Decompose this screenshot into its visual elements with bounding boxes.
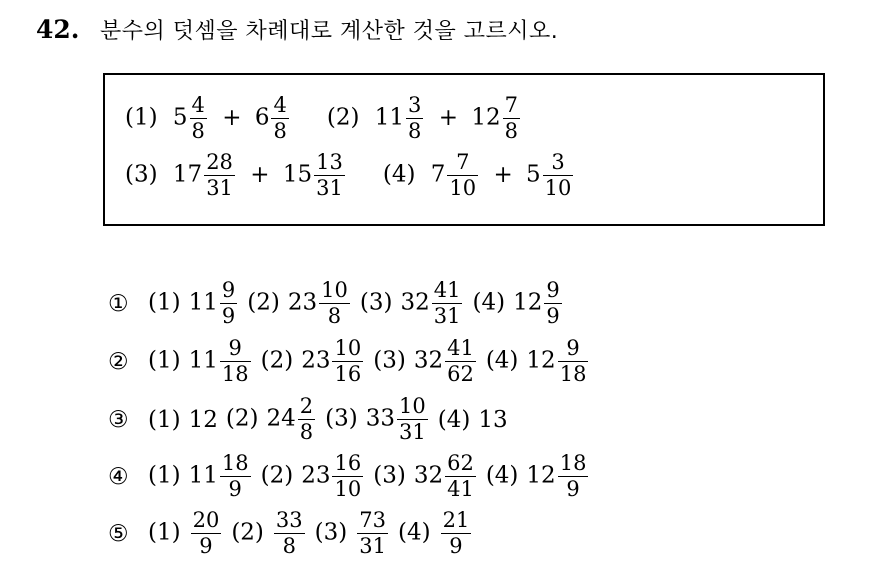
choice-answer <box>398 510 473 557</box>
fraction <box>319 280 350 327</box>
denominator: 62 <box>447 362 474 387</box>
answer-label: (4) <box>485 462 519 489</box>
numerator: 3 <box>408 93 422 117</box>
denominator: 9 <box>566 477 580 502</box>
fraction <box>204 152 235 199</box>
choice-answer <box>438 407 508 433</box>
numerator: 9 <box>221 278 236 302</box>
denominator: 10 <box>544 176 572 201</box>
choice-answer <box>261 338 366 385</box>
numerator: 9 <box>228 336 242 360</box>
choice-answer <box>247 280 352 327</box>
numerator: 9 <box>566 336 580 360</box>
fraction <box>406 95 423 142</box>
numerator: 20 <box>192 508 220 532</box>
denominator: 18 <box>221 362 249 387</box>
choice-answer <box>360 280 465 327</box>
choice-1[interactable] <box>108 280 572 327</box>
plus-operator: + <box>250 161 270 188</box>
denominator: 31 <box>206 176 233 201</box>
fraction <box>274 510 305 557</box>
numerator: 18 <box>221 451 249 475</box>
problem-label: (1) <box>125 104 158 131</box>
numerator: 7 <box>504 93 518 117</box>
numerator: 2 <box>299 394 314 418</box>
answer-label: (2) <box>260 462 294 489</box>
fraction <box>332 338 363 385</box>
answer-label: (2) <box>231 519 264 546</box>
fraction <box>441 510 472 557</box>
whole-number: 5 <box>172 104 188 131</box>
choice-marker: ① <box>108 290 129 317</box>
answer-label: (4) <box>485 347 519 374</box>
problem-4 <box>383 152 576 199</box>
plus-operator: + <box>438 104 458 131</box>
fraction <box>220 338 251 385</box>
whole-number: 12 <box>526 347 556 374</box>
answer-label: (2) <box>225 405 259 432</box>
denominator: 8 <box>282 534 296 559</box>
choice-5[interactable] <box>108 510 481 557</box>
choice-answer <box>148 510 223 557</box>
fraction <box>220 280 237 327</box>
denominator: 9 <box>228 477 242 502</box>
answer-label: (3) <box>373 347 406 374</box>
numerator: 21 <box>442 508 470 532</box>
numerator: 3 <box>551 150 565 174</box>
denominator: 31 <box>433 304 461 329</box>
choice-answer <box>486 453 591 500</box>
choice-answer <box>315 510 390 557</box>
answer-label: (1) <box>148 289 181 316</box>
question-text: 분수의 덧셈을 차례대로 계산한 것을 고르시오. <box>100 19 559 44</box>
denominator: 9 <box>199 534 213 559</box>
numerator: 28 <box>206 150 233 174</box>
choice-answer <box>148 338 253 385</box>
fraction <box>298 396 315 443</box>
problem-label: (4) <box>382 161 416 188</box>
problem-box <box>103 73 825 226</box>
answer-label: (3) <box>325 405 358 432</box>
whole-number: 11 <box>188 462 218 489</box>
numerator: 10 <box>321 278 348 302</box>
whole-number: 33 <box>365 405 395 432</box>
answer-label: (4) <box>437 406 471 433</box>
numerator: 62 <box>447 451 474 475</box>
choice-answer <box>226 396 317 443</box>
denominator: 31 <box>359 534 386 559</box>
denominator: 9 <box>449 534 463 559</box>
whole-number: 11 <box>374 104 405 131</box>
whole-number: 32 <box>413 347 444 374</box>
fraction <box>191 510 222 557</box>
answer-label: (1) <box>148 347 181 374</box>
answer-label: (3) <box>314 519 348 546</box>
choice-2[interactable] <box>108 338 598 385</box>
whole-number: 7 <box>430 161 446 188</box>
fraction <box>445 453 476 500</box>
denominator: 8 <box>191 119 205 144</box>
answer-label: (3) <box>373 462 406 489</box>
choice-marker: ② <box>108 348 129 375</box>
numerator: 73 <box>359 508 386 532</box>
question-number: 42. <box>36 15 80 44</box>
denominator: 8 <box>504 119 518 144</box>
whole-number: 32 <box>400 289 430 316</box>
numerator: 9 <box>546 278 560 302</box>
whole-number: 15 <box>282 161 313 188</box>
numerator: 10 <box>334 336 362 360</box>
denominator: 8 <box>408 119 422 144</box>
choice-answer <box>373 453 478 500</box>
fraction <box>332 453 363 500</box>
answer-label: (1) <box>148 519 181 546</box>
fraction <box>190 95 207 142</box>
whole-number: 11 <box>188 347 218 374</box>
answer-label: (3) <box>359 289 393 316</box>
fraction <box>543 152 574 199</box>
choice-answer <box>148 453 253 500</box>
numerator: 41 <box>433 278 461 302</box>
answer-label: (4) <box>472 289 506 316</box>
denominator: 10 <box>334 477 362 502</box>
whole-number: 24 <box>266 405 296 432</box>
question-header <box>36 14 558 45</box>
denominator: 8 <box>273 119 287 144</box>
numerator: 18 <box>559 451 587 475</box>
whole-number: 6 <box>254 104 270 131</box>
choice-marker: ④ <box>108 463 129 490</box>
choice-answer <box>231 510 306 557</box>
whole-number: 32 <box>413 462 444 489</box>
whole-number: 17 <box>172 161 203 188</box>
problem-1 <box>125 95 291 142</box>
fraction <box>357 510 388 557</box>
choice-answer <box>472 280 563 327</box>
whole-number: 13 <box>478 406 508 433</box>
problem-label: (2) <box>326 104 360 131</box>
fraction <box>447 152 478 199</box>
numerator: 41 <box>447 336 474 360</box>
whole-number: 12 <box>513 289 543 316</box>
fraction <box>558 453 589 500</box>
fraction <box>220 453 251 500</box>
denominator: 9 <box>546 304 560 329</box>
denominator: 9 <box>221 304 236 329</box>
denominator: 31 <box>399 420 426 445</box>
numerator: 4 <box>191 93 205 117</box>
whole-number: 23 <box>287 289 318 316</box>
problem-2 <box>327 95 522 142</box>
plus-operator: + <box>222 104 242 131</box>
choice-marker: ⑤ <box>108 520 129 547</box>
fraction <box>432 280 463 327</box>
choice-answer <box>325 396 430 443</box>
fraction <box>397 396 428 443</box>
plus-operator: + <box>493 161 513 188</box>
problem-3 <box>125 152 347 199</box>
choice-answer <box>148 407 218 433</box>
answer-label: (4) <box>397 519 431 546</box>
fraction <box>271 95 288 142</box>
fraction <box>503 95 520 142</box>
fraction <box>445 338 476 385</box>
answer-label: (1) <box>148 462 181 489</box>
numerator: 33 <box>275 508 303 532</box>
whole-number: 11 <box>188 289 218 316</box>
numerator: 10 <box>399 394 426 418</box>
denominator: 41 <box>447 477 474 502</box>
numerator: 4 <box>273 93 287 117</box>
whole-number: 5 <box>526 161 541 188</box>
whole-number: 12 <box>526 462 556 489</box>
denominator: 16 <box>334 362 362 387</box>
whole-number: 12 <box>471 104 501 131</box>
denominator: 31 <box>316 176 343 201</box>
choice-answer <box>148 280 239 327</box>
choice-3[interactable] <box>108 396 516 443</box>
choice-4[interactable] <box>108 453 598 500</box>
denominator: 18 <box>559 362 587 387</box>
fraction <box>544 280 561 327</box>
answer-label: (2) <box>260 347 294 374</box>
problem-row-2 <box>125 152 575 199</box>
answer-label: (2) <box>247 289 280 316</box>
numerator: 16 <box>334 451 362 475</box>
whole-number: 23 <box>301 347 331 374</box>
problem-label: (3) <box>125 161 158 188</box>
answer-label: (1) <box>148 406 181 433</box>
fraction <box>558 338 589 385</box>
fraction <box>314 152 345 199</box>
problem-row-1 <box>125 95 522 142</box>
whole-number: 12 <box>188 406 218 433</box>
whole-number: 23 <box>301 462 331 489</box>
choice-answer <box>261 453 366 500</box>
numerator: 13 <box>316 150 343 174</box>
denominator: 8 <box>299 420 314 445</box>
choice-answer <box>486 338 591 385</box>
choice-answer <box>373 338 478 385</box>
numerator: 7 <box>456 150 470 174</box>
choice-marker: ③ <box>108 406 129 433</box>
denominator: 10 <box>449 176 477 201</box>
denominator: 8 <box>327 304 342 329</box>
